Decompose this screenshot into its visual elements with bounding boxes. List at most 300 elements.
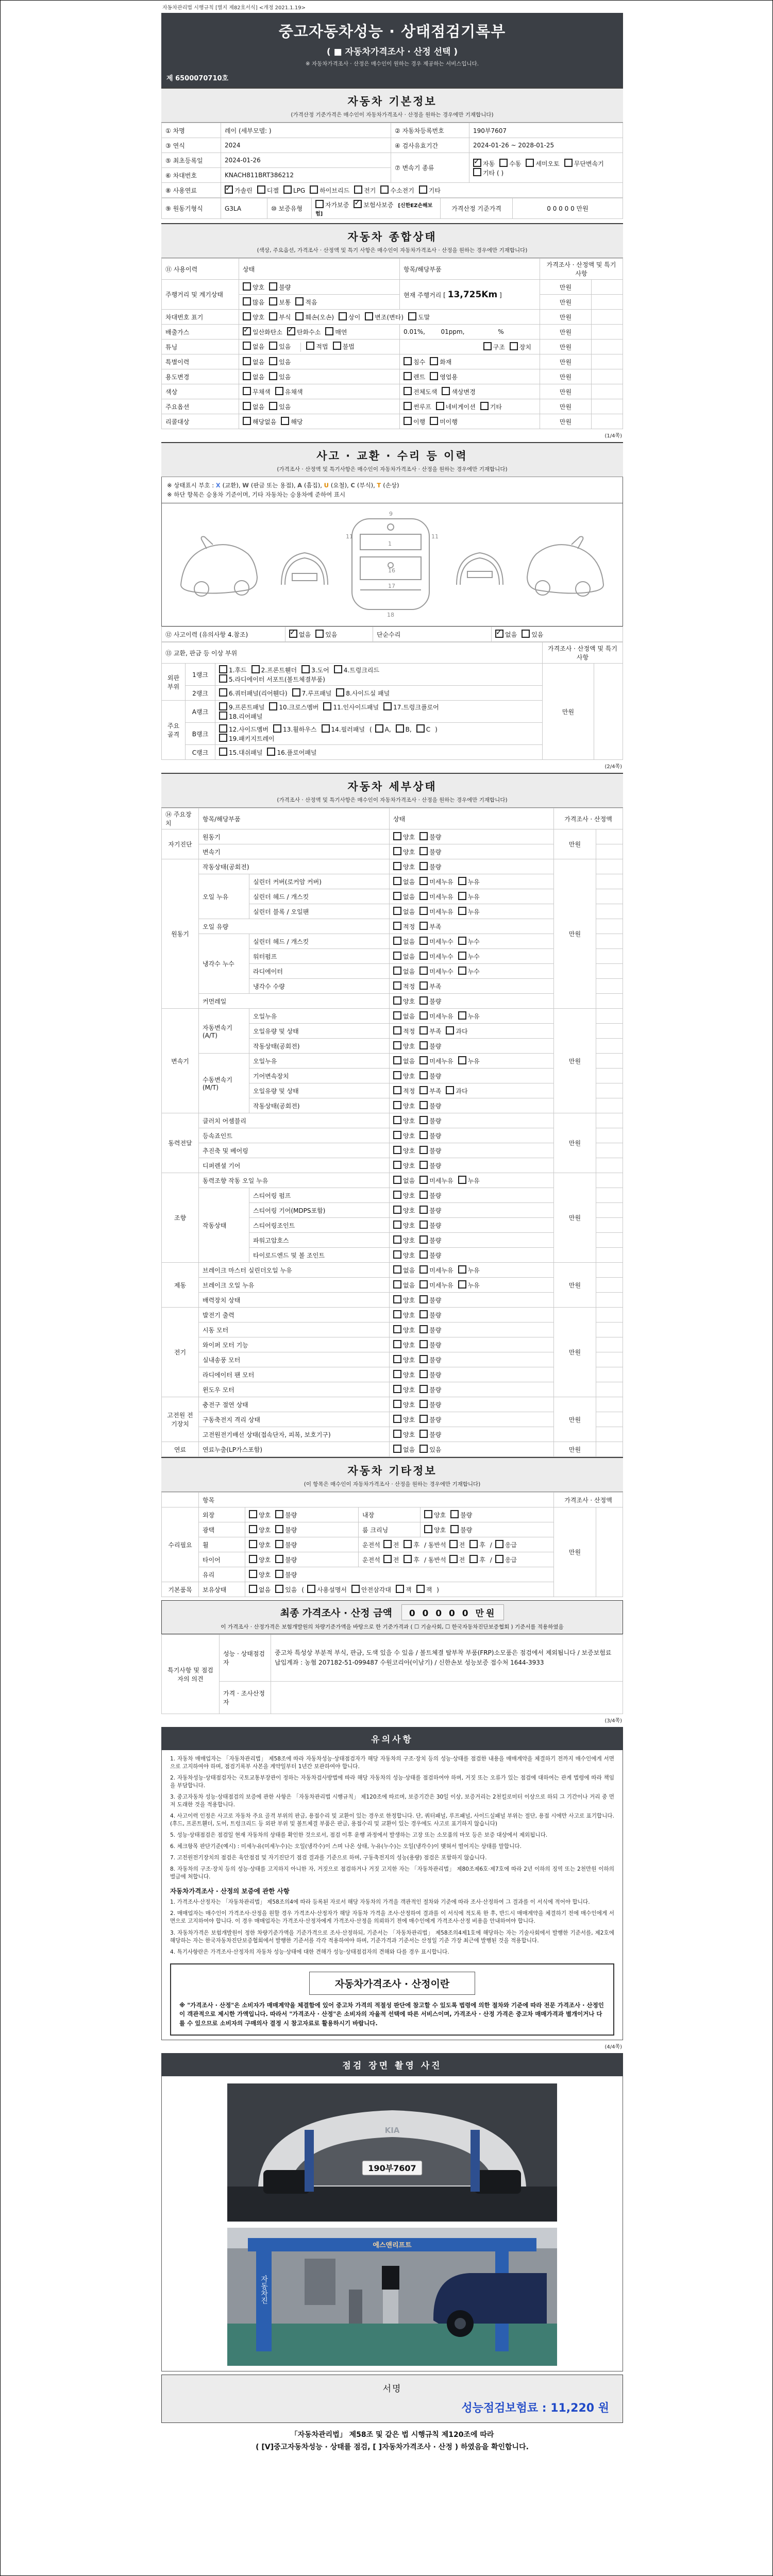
checkbox-option[interactable] — [249, 1555, 271, 1564]
checkbox-option[interactable] — [375, 724, 391, 733]
checkbox-option[interactable] — [243, 372, 264, 381]
checkbox-option[interactable] — [419, 1235, 441, 1245]
checkbox-option[interactable] — [275, 1525, 297, 1534]
checkbox-icon[interactable] — [393, 1235, 401, 1244]
checkbox-option[interactable] — [383, 1555, 399, 1564]
checkbox-icon[interactable] — [469, 1540, 478, 1548]
checkbox-option[interactable] — [419, 1370, 441, 1379]
checkbox-option[interactable] — [419, 1221, 441, 1230]
checkbox-icon[interactable] — [450, 1510, 459, 1518]
checkbox-option[interactable] — [419, 922, 441, 931]
checkbox-option[interactable] — [283, 185, 305, 194]
checkbox-icon[interactable] — [419, 1250, 428, 1259]
checkbox-option[interactable] — [458, 1056, 480, 1065]
checkbox-icon[interactable] — [275, 1570, 283, 1578]
checkbox-option[interactable] — [449, 1555, 465, 1564]
checkbox-icon[interactable] — [473, 168, 481, 176]
checkbox-option[interactable] — [473, 159, 495, 168]
checkbox-option[interactable] — [419, 937, 453, 946]
checkbox-option[interactable] — [354, 185, 376, 195]
checkbox-icon[interactable] — [419, 1280, 428, 1289]
checkbox-option[interactable] — [393, 1385, 415, 1394]
checkbox-option[interactable] — [480, 402, 502, 411]
checkbox-icon[interactable] — [458, 907, 466, 915]
checkbox-option[interactable] — [393, 862, 415, 871]
checkbox-option[interactable] — [393, 1235, 415, 1245]
checkbox-option[interactable] — [269, 312, 291, 321]
checkbox-icon[interactable] — [269, 357, 277, 365]
checkbox-icon[interactable] — [419, 1325, 428, 1333]
checkbox-icon[interactable] — [243, 297, 251, 306]
checkbox-option[interactable] — [419, 1041, 441, 1050]
checkbox-icon[interactable] — [275, 387, 283, 395]
checkbox-checked-icon[interactable] — [287, 327, 295, 335]
checkbox-option[interactable] — [339, 312, 360, 321]
checkbox-option[interactable] — [458, 892, 480, 901]
checkbox-option[interactable] — [404, 357, 425, 366]
checkbox-icon[interactable] — [430, 417, 438, 425]
checkbox-icon[interactable] — [458, 1176, 466, 1184]
checkbox-icon[interactable] — [404, 1555, 412, 1563]
checkbox-option[interactable] — [393, 1071, 415, 1080]
checkbox-option[interactable] — [393, 1340, 415, 1349]
checkbox-icon[interactable] — [419, 1221, 428, 1229]
checkbox-option[interactable] — [404, 1555, 419, 1564]
checkbox-option[interactable] — [393, 1370, 415, 1379]
checkbox-icon[interactable] — [301, 665, 310, 673]
checkbox-option[interactable] — [249, 1570, 271, 1579]
checkbox-icon[interactable] — [449, 1540, 458, 1548]
checkbox-icon[interactable] — [393, 1415, 401, 1423]
checkbox-icon[interactable] — [243, 387, 251, 395]
checkbox-option[interactable] — [495, 1555, 517, 1564]
checkbox-checked-icon[interactable] — [243, 327, 251, 335]
checkbox-option[interactable] — [393, 1295, 415, 1304]
checkbox-icon[interactable] — [419, 967, 428, 975]
checkbox-icon[interactable] — [393, 922, 401, 930]
checkbox-icon[interactable] — [404, 372, 412, 380]
checkbox-option[interactable] — [307, 1585, 347, 1594]
checkbox-option[interactable] — [419, 1295, 441, 1304]
checkbox-icon[interactable] — [393, 847, 401, 855]
checkbox-icon[interactable] — [419, 1071, 428, 1079]
checkbox-option[interactable] — [219, 688, 288, 698]
checkbox-icon[interactable] — [419, 981, 428, 990]
checkbox-icon[interactable] — [419, 996, 428, 1005]
checkbox-option[interactable] — [273, 724, 316, 734]
checkbox-option[interactable] — [446, 1026, 467, 1036]
checkbox-icon[interactable] — [249, 1510, 257, 1518]
checkbox-icon[interactable] — [430, 357, 438, 365]
checkbox-option[interactable] — [419, 1056, 453, 1065]
checkbox-icon[interactable] — [269, 702, 277, 710]
checkbox-option[interactable] — [393, 1325, 415, 1334]
checkbox-option[interactable] — [416, 724, 430, 733]
checkbox-option[interactable] — [458, 877, 480, 886]
checkbox-icon[interactable] — [419, 1295, 428, 1303]
checkbox-option[interactable] — [404, 372, 425, 381]
checkbox-icon[interactable] — [393, 1385, 401, 1393]
checkbox-icon[interactable] — [251, 665, 260, 673]
checkbox-option[interactable] — [499, 159, 521, 168]
checkbox-option[interactable] — [469, 1555, 485, 1564]
checkbox-option[interactable] — [275, 387, 303, 396]
checkbox-option[interactable] — [336, 688, 390, 698]
checkbox-icon[interactable] — [267, 748, 275, 756]
checkbox-option[interactable] — [287, 327, 321, 336]
checkbox-option[interactable] — [219, 724, 268, 734]
checkbox-icon[interactable] — [480, 402, 489, 410]
checkbox-option[interactable] — [269, 342, 291, 351]
checkbox-icon[interactable] — [419, 877, 428, 885]
checkbox-icon[interactable] — [393, 1265, 401, 1274]
checkbox-option[interactable] — [424, 1525, 446, 1534]
checkbox-icon[interactable] — [393, 1176, 401, 1184]
checkbox-icon[interactable] — [249, 1525, 257, 1533]
checkbox-icon[interactable] — [564, 159, 573, 167]
checkbox-icon[interactable] — [365, 312, 373, 320]
checkbox-icon[interactable] — [243, 357, 251, 365]
checkbox-option[interactable] — [419, 1161, 441, 1170]
checkbox-icon[interactable] — [430, 372, 438, 380]
checkbox-option[interactable] — [393, 1355, 415, 1364]
checkbox-icon[interactable] — [419, 1011, 428, 1020]
checkbox-option[interactable] — [393, 1221, 415, 1230]
checkbox-icon[interactable] — [458, 937, 466, 945]
checkbox-icon[interactable] — [334, 665, 342, 673]
checkbox-icon[interactable] — [393, 1340, 401, 1348]
checkbox-option[interactable] — [289, 630, 311, 639]
checkbox-option[interactable] — [419, 1101, 441, 1110]
checkbox-icon[interactable] — [283, 185, 292, 194]
checkbox-option[interactable] — [419, 1026, 441, 1036]
checkbox-option[interactable] — [458, 1265, 480, 1275]
checkbox-icon[interactable] — [275, 1510, 283, 1518]
checkbox-icon[interactable] — [458, 1011, 466, 1020]
checkbox-option[interactable] — [249, 1585, 271, 1594]
checkbox-icon[interactable] — [307, 1585, 315, 1593]
checkbox-icon[interactable] — [393, 1191, 401, 1199]
checkbox-option[interactable] — [419, 967, 453, 976]
checkbox-icon[interactable] — [419, 892, 428, 900]
checkbox-option[interactable] — [315, 200, 349, 209]
checkbox-option[interactable] — [393, 1161, 415, 1170]
checkbox-icon[interactable] — [424, 1525, 432, 1533]
checkbox-option[interactable] — [393, 1041, 415, 1050]
checkbox-icon[interactable] — [336, 688, 344, 697]
checkbox-icon[interactable] — [458, 1056, 466, 1064]
checkbox-option[interactable] — [419, 862, 441, 871]
checkbox-option[interactable] — [419, 1415, 441, 1424]
checkbox-option[interactable] — [458, 937, 480, 946]
checkbox-icon[interactable] — [393, 1056, 401, 1064]
checkbox-icon[interactable] — [419, 1176, 428, 1184]
checkbox-icon[interactable] — [419, 862, 428, 870]
checkbox-option[interactable] — [393, 967, 415, 976]
checkbox-option[interactable] — [269, 402, 291, 411]
checkbox-icon[interactable] — [219, 665, 227, 673]
checkbox-option[interactable] — [275, 1570, 297, 1579]
checkbox-option[interactable] — [430, 417, 458, 426]
checkbox-icon[interactable] — [419, 1445, 428, 1453]
checkbox-option[interactable] — [450, 1525, 472, 1534]
checkbox-option[interactable] — [267, 748, 316, 757]
checkbox-icon[interactable] — [310, 185, 318, 194]
checkbox-option[interactable] — [281, 417, 303, 426]
checkbox-icon[interactable] — [393, 1146, 401, 1154]
checkbox-option[interactable] — [257, 185, 279, 195]
checkbox-option[interactable] — [419, 1310, 441, 1319]
checkbox-icon[interactable] — [273, 724, 281, 733]
checkbox-icon[interactable] — [393, 1206, 401, 1214]
checkbox-icon[interactable] — [458, 967, 466, 975]
checkbox-option[interactable] — [419, 1250, 441, 1260]
checkbox-option[interactable] — [295, 297, 317, 307]
checkbox-option[interactable] — [249, 1510, 271, 1519]
checkbox-icon[interactable] — [419, 1191, 428, 1199]
checkbox-icon[interactable] — [219, 724, 227, 733]
checkbox-icon[interactable] — [393, 1131, 401, 1139]
checkbox-icon[interactable] — [275, 1555, 283, 1563]
checkbox-option[interactable] — [393, 1430, 415, 1439]
checkbox-icon[interactable] — [393, 1355, 401, 1363]
checkbox-option[interactable] — [334, 665, 379, 674]
checkbox-icon[interactable] — [404, 402, 412, 410]
checkbox-icon[interactable] — [219, 688, 227, 697]
checkbox-option[interactable] — [275, 1510, 297, 1519]
checkbox-option[interactable] — [383, 702, 439, 711]
checkbox-icon[interactable] — [416, 1585, 425, 1593]
checkbox-icon[interactable] — [419, 1101, 428, 1109]
checkbox-icon[interactable] — [249, 1555, 257, 1563]
checkbox-option[interactable] — [419, 1340, 441, 1349]
checkbox-icon[interactable] — [419, 1146, 428, 1154]
checkbox-icon[interactable] — [393, 1101, 401, 1109]
checkbox-icon[interactable] — [419, 1116, 428, 1124]
checkbox-option[interactable] — [450, 1510, 472, 1519]
checkbox-option[interactable] — [510, 342, 531, 351]
checkbox-option[interactable] — [393, 1176, 415, 1185]
checkbox-option[interactable] — [446, 1086, 467, 1095]
checkbox-icon[interactable] — [243, 402, 251, 410]
checkbox-option[interactable] — [404, 417, 425, 426]
checkbox-icon[interactable] — [419, 907, 428, 915]
checkbox-option[interactable] — [396, 724, 412, 733]
checkbox-icon[interactable] — [510, 342, 518, 350]
checkbox-icon[interactable] — [404, 417, 412, 425]
checkbox-option[interactable] — [393, 907, 415, 916]
checkbox-option[interactable] — [419, 1280, 453, 1290]
checkbox-icon[interactable] — [396, 724, 404, 733]
checkbox-icon[interactable] — [393, 1370, 401, 1378]
checkbox-icon[interactable] — [408, 312, 416, 320]
checkbox-icon[interactable] — [383, 702, 392, 710]
checkbox-option[interactable] — [404, 387, 437, 396]
checkbox-option[interactable] — [419, 1086, 441, 1095]
checkbox-option[interactable] — [269, 282, 291, 292]
checkbox-icon[interactable] — [419, 1041, 428, 1049]
checkbox-icon[interactable] — [419, 1206, 428, 1214]
checkbox-checked-icon[interactable] — [473, 159, 481, 167]
checkbox-option[interactable] — [354, 200, 393, 209]
checkbox-icon[interactable] — [383, 1555, 392, 1563]
checkbox-option[interactable] — [393, 996, 415, 1006]
checkbox-option[interactable] — [419, 1385, 441, 1394]
checkbox-icon[interactable] — [393, 832, 401, 840]
checkbox-option[interactable] — [419, 847, 441, 856]
checkbox-icon[interactable] — [249, 1540, 257, 1548]
checkbox-icon[interactable] — [292, 688, 300, 697]
checkbox-icon[interactable] — [380, 185, 389, 194]
checkbox-option[interactable] — [393, 1146, 415, 1155]
checkbox-icon[interactable] — [393, 907, 401, 915]
checkbox-icon[interactable] — [243, 417, 251, 425]
checkbox-icon[interactable] — [393, 996, 401, 1005]
checkbox-icon[interactable] — [393, 967, 401, 975]
checkbox-option[interactable] — [458, 1011, 480, 1021]
checkbox-option[interactable] — [473, 168, 503, 177]
checkbox-icon[interactable] — [339, 312, 347, 320]
checkbox-option[interactable] — [380, 185, 414, 195]
checkbox-option[interactable] — [526, 159, 559, 168]
checkbox-icon[interactable] — [446, 1086, 454, 1094]
checkbox-icon[interactable] — [416, 724, 425, 733]
checkbox-option[interactable] — [243, 297, 264, 307]
checkbox-icon[interactable] — [483, 342, 492, 350]
checkbox-option[interactable] — [219, 734, 275, 743]
checkbox-option[interactable] — [275, 1585, 297, 1594]
checkbox-icon[interactable] — [419, 1370, 428, 1378]
checkbox-icon[interactable] — [419, 1385, 428, 1393]
checkbox-icon[interactable] — [404, 387, 412, 395]
checkbox-icon[interactable] — [243, 372, 251, 380]
checkbox-option[interactable] — [419, 832, 441, 841]
checkbox-icon[interactable] — [383, 1540, 392, 1548]
checkbox-option[interactable] — [458, 1176, 480, 1185]
checkbox-option[interactable] — [483, 342, 505, 351]
checkbox-option[interactable] — [404, 1540, 419, 1549]
checkbox-checked-icon[interactable] — [289, 630, 297, 638]
checkbox-option[interactable] — [243, 282, 264, 292]
checkbox-option[interactable] — [436, 402, 476, 411]
checkbox-icon[interactable] — [419, 922, 428, 930]
checkbox-option[interactable] — [219, 674, 325, 684]
checkbox-option[interactable] — [325, 327, 347, 336]
checkbox-icon[interactable] — [249, 1570, 257, 1578]
checkbox-option[interactable] — [442, 387, 475, 396]
checkbox-option[interactable] — [419, 1146, 441, 1155]
checkbox-icon[interactable] — [469, 1555, 478, 1563]
checkbox-icon[interactable] — [393, 952, 401, 960]
checkbox-icon[interactable] — [269, 312, 277, 320]
checkbox-option[interactable] — [219, 665, 247, 674]
checkbox-icon[interactable] — [393, 862, 401, 870]
checkbox-option[interactable] — [393, 1056, 415, 1065]
checkbox-icon[interactable] — [419, 1131, 428, 1139]
checkbox-option[interactable] — [419, 1430, 441, 1439]
checkbox-icon[interactable] — [458, 1280, 466, 1289]
checkbox-icon[interactable] — [269, 372, 277, 380]
checkbox-option[interactable] — [393, 1131, 415, 1140]
checkbox-option[interactable] — [275, 1555, 297, 1564]
checkbox-icon[interactable] — [393, 877, 401, 885]
checkbox-icon[interactable] — [322, 724, 330, 733]
checkbox-option[interactable] — [393, 952, 415, 961]
checkbox-option[interactable] — [225, 185, 253, 195]
checkbox-option[interactable] — [419, 907, 453, 916]
checkbox-option[interactable] — [243, 402, 264, 411]
checkbox-option[interactable] — [393, 1101, 415, 1110]
checkbox-option[interactable] — [404, 402, 431, 411]
checkbox-option[interactable] — [249, 1540, 271, 1549]
checkbox-option[interactable] — [393, 1206, 415, 1215]
checkbox-option[interactable] — [419, 981, 441, 991]
checkbox-icon[interactable] — [257, 185, 265, 194]
checkbox-icon[interactable] — [393, 1295, 401, 1303]
checkbox-icon[interactable] — [495, 1555, 503, 1563]
checkbox-checked-icon[interactable] — [495, 630, 503, 638]
checkbox-option[interactable] — [322, 724, 365, 734]
checkbox-icon[interactable] — [315, 200, 324, 208]
checkbox-icon[interactable] — [419, 1086, 428, 1094]
checkbox-option[interactable] — [351, 1585, 391, 1594]
checkbox-option[interactable] — [393, 1086, 415, 1095]
checkbox-icon[interactable] — [393, 1161, 401, 1169]
checkbox-option[interactable] — [219, 702, 264, 711]
checkbox-icon[interactable] — [219, 711, 227, 720]
checkbox-option[interactable] — [495, 630, 517, 639]
checkbox-option[interactable] — [393, 937, 415, 946]
checkbox-icon[interactable] — [419, 1340, 428, 1348]
checkbox-option[interactable] — [310, 185, 349, 195]
checkbox-option[interactable] — [458, 907, 480, 916]
checkbox-option[interactable] — [419, 1445, 441, 1454]
checkbox-option[interactable] — [269, 357, 291, 366]
checkbox-option[interactable] — [393, 1116, 415, 1125]
checkbox-option[interactable] — [419, 185, 441, 195]
checkbox-option[interactable] — [419, 892, 453, 901]
checkbox-icon[interactable] — [404, 357, 412, 365]
checkbox-option[interactable] — [393, 1026, 415, 1036]
checkbox-option[interactable] — [419, 1131, 441, 1140]
checkbox-option[interactable] — [469, 1540, 485, 1549]
checkbox-option[interactable] — [275, 1540, 297, 1549]
checkbox-icon[interactable] — [393, 1221, 401, 1229]
checkbox-icon[interactable] — [393, 1280, 401, 1289]
checkbox-icon[interactable] — [393, 1116, 401, 1124]
checkbox-icon[interactable] — [419, 1056, 428, 1064]
checkbox-icon[interactable] — [419, 1026, 428, 1035]
checkbox-option[interactable] — [243, 357, 264, 366]
checkbox-icon[interactable] — [419, 1430, 428, 1438]
checkbox-icon[interactable] — [499, 159, 508, 167]
checkbox-option[interactable] — [449, 1540, 465, 1549]
checkbox-option[interactable] — [295, 312, 334, 321]
checkbox-icon[interactable] — [243, 282, 251, 291]
checkbox-option[interactable] — [458, 967, 480, 976]
checkbox-icon[interactable] — [354, 185, 362, 194]
checkbox-option[interactable] — [458, 1280, 480, 1290]
checkbox-option[interactable] — [419, 1011, 453, 1021]
checkbox-option[interactable] — [243, 312, 264, 321]
checkbox-option[interactable] — [393, 832, 415, 841]
checkbox-option[interactable] — [419, 877, 453, 886]
checkbox-option[interactable] — [419, 1325, 441, 1334]
checkbox-checked-icon[interactable] — [225, 185, 233, 194]
checkbox-icon[interactable] — [419, 1400, 428, 1408]
checkbox-option[interactable] — [495, 1540, 517, 1549]
checkbox-icon[interactable] — [295, 312, 304, 320]
